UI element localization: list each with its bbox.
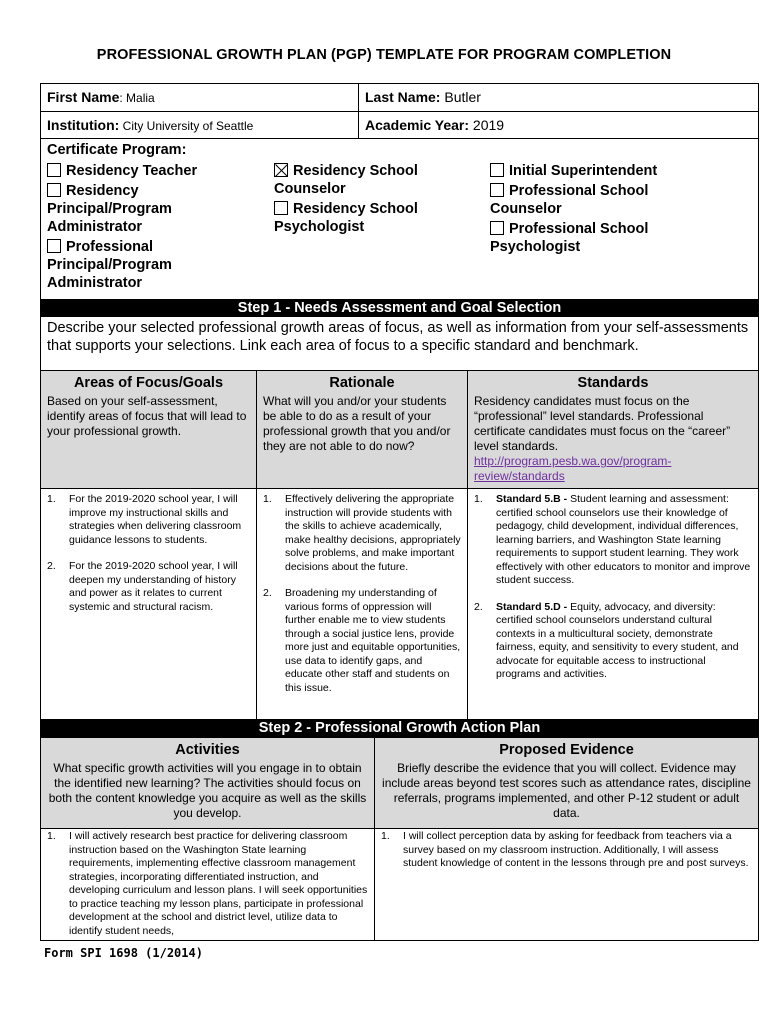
- checkbox-professional-school-counselor[interactable]: Professional School Counselor: [490, 183, 649, 217]
- rationale-header: Rationale What will you and/or your students be able to do as a result of your professional growth that you and/or they are not able to do now?: [257, 371, 468, 488]
- checkbox-residency-teacher[interactable]: Residency Teacher: [47, 162, 247, 180]
- step-2-content: [41, 829, 758, 941]
- first-name-cell: [41, 84, 359, 111]
- certificate-col-2: [274, 162, 474, 238]
- checkbox-icon[interactable]: [47, 183, 61, 197]
- standards-header: Standards Residency candidates must focus on the “professional” level standards. Professional certificate candidates must focus on the “career” level standards. http://program.pesb.wa.gov/program-review/standards: [468, 371, 758, 488]
- certificate-program-section: [41, 139, 758, 299]
- institution-value: City University of Seattle: [119, 119, 254, 133]
- academic-year-label: Academic Year:: [365, 117, 470, 133]
- academic-year-cell: [359, 112, 758, 138]
- list-item: 1. Effectively delivering the appropriate instruction will provide students with the skills to achieve academically, make healthy decisions, appropriately solve problems, and make important decisions about the future.: [263, 493, 461, 573]
- first-name-label: First Name: [47, 89, 120, 105]
- checkbox-residency-school-psychologist[interactable]: Residency School Psychologist: [274, 201, 418, 235]
- activities-cell: [41, 829, 375, 941]
- name-row: [41, 84, 758, 112]
- step-2-column-headers: [41, 738, 758, 829]
- checkbox-icon[interactable]: [490, 183, 504, 197]
- activities-header: Activities What specific growth activities will you engage in to obtain the identified new learning? The activities should focus on both the content knowledge you acquire as well as the skills you develop.: [41, 738, 375, 828]
- list-item: 1. I will collect perception data by asking for feedback from teachers via a survey based on my classroom instruction. Additionally, I will assess student knowledge of content in the lessons through pre and post surveys.: [381, 830, 749, 869]
- pgp-form: [40, 83, 759, 941]
- institution-row: [41, 112, 758, 139]
- page-title: PROFESSIONAL GROWTH PLAN (PGP) TEMPLATE FOR PROGRAM COMPLETION: [96, 47, 672, 63]
- evidence-cell: [375, 829, 758, 941]
- list-item: 1. For the 2019-2020 school year, I will improve my instructional skills and strategies when delivering classroom guidance lessons to students.: [47, 493, 242, 546]
- standards-link[interactable]: http://program.pesb.wa.gov/program-review/standards: [474, 454, 672, 483]
- list-item: 1. I will actively research best practice for delivering classroom instruction based on the Washington State learning requirements, implementing effective classroom management strategies, incorporating differentiated instruction, and developing curriculum and lesson plans. I will seek opportunities to practice teaching my lesson plans, participate in professional development at the school and district level, utilize data to identify student needs,: [47, 830, 368, 937]
- checkbox-icon[interactable]: [47, 239, 61, 253]
- checkbox-residency-principal[interactable]: Residency Principal/Program Administrator: [47, 183, 172, 235]
- institution-cell: [41, 112, 359, 138]
- step-1-content: [41, 489, 758, 719]
- list-item: 2. Broadening my understanding of various forms of oppression will further enable me to view students through a social justice lens, provide more just and equitable opportunities, use data to identify gaps, and educate other staff and students on this issue.: [263, 587, 461, 694]
- list-item: 2. For the 2019-2020 school year, I will deepen my understanding of history and power as it relates to current systemic and structural racism.: [47, 560, 238, 613]
- checkbox-icon[interactable]: [490, 221, 504, 235]
- certificate-col-1: [47, 162, 247, 294]
- last-name-value: Butler: [440, 89, 481, 105]
- checkbox-residency-school-counselor[interactable]: Residency School Counselor: [274, 163, 418, 197]
- certificate-program-label: Certificate Program:: [47, 142, 187, 158]
- step-1-column-headers: [41, 371, 758, 489]
- certificate-col-3: [490, 162, 695, 258]
- last-name-label: Last Name:: [365, 89, 441, 105]
- first-name-value: : Malia: [119, 91, 155, 105]
- standards-cell: [468, 489, 758, 719]
- checkbox-initial-superintendent[interactable]: Initial Superintendent: [490, 162, 695, 180]
- institution-label: Institution:: [47, 117, 120, 133]
- rationale-cell: [257, 489, 468, 719]
- step-2-heading: Step 2 - Professional Growth Action Plan: [41, 719, 758, 738]
- list-item: 1. Standard 5.B - Student learning and assessment: certified school counselors use their knowledge of pedagogy, child development, individual differences, learning barriers, and Washington State learning requirements to support student learning. They work effectively with other educators to monitor and improve student success.: [474, 493, 751, 586]
- checkbox-icon[interactable]: [490, 163, 504, 177]
- checkbox-icon[interactable]: [274, 201, 288, 215]
- form-number: Form SPI 1698 (1/2014): [44, 946, 203, 960]
- checked-checkbox-icon[interactable]: [274, 163, 288, 177]
- list-item: 2. Standard 5.D - Equity, advocacy, and diversity: certified school counselors understand cultural contexts in a multicultural society, demonstrate fairness, equity, and sensitivity to every student, and advocate for equitable access to instructional programs and activities.: [474, 600, 739, 680]
- last-name-cell: [359, 84, 758, 111]
- areas-of-focus-header: Areas of Focus/Goals Based on your self-assessment, identify areas of focus that will lead to your professional growth.: [41, 371, 257, 488]
- step-1-heading: Step 1 - Needs Assessment and Goal Selection: [41, 299, 758, 317]
- goals-cell: [41, 489, 257, 719]
- step-1-description: Describe your selected professional growth areas of focus, as well as information from your self-assessments that supports your selections. Link each area of focus to a specific standard and benchmark.: [41, 317, 758, 371]
- checkbox-professional-principal[interactable]: Professional Principal/Program Administrator: [47, 239, 172, 291]
- proposed-evidence-header: Proposed Evidence Briefly describe the evidence that you will collect. Evidence may include areas beyond test scores such as attendance rates, discipline referrals, programs implemented, and other P-12 student or adult data.: [382, 742, 751, 820]
- checkbox-professional-school-psychologist[interactable]: Professional School Psychologist: [490, 221, 649, 255]
- checkbox-icon[interactable]: [47, 163, 61, 177]
- academic-year-value: 2019: [469, 117, 505, 133]
